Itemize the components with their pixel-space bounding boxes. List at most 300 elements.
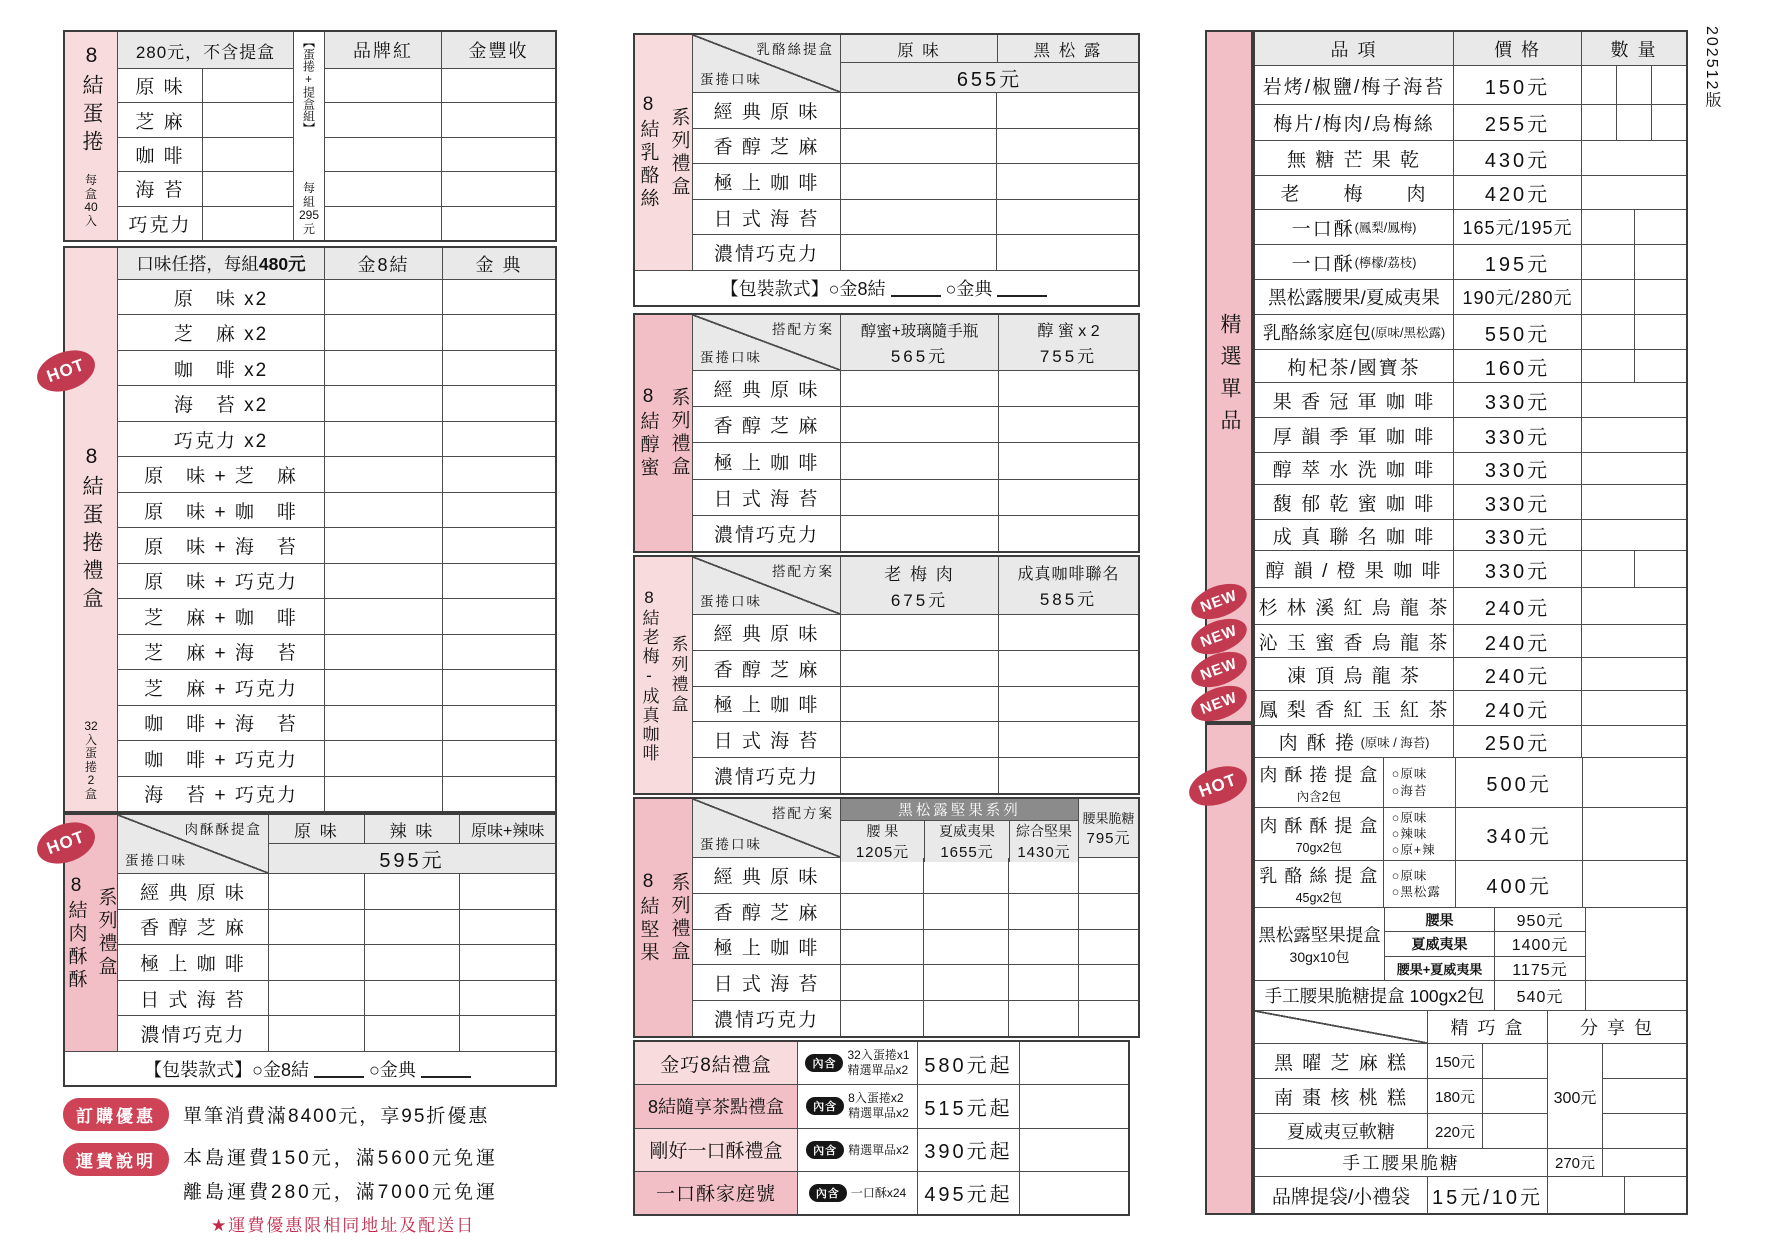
variant-price: 950元 [1516, 913, 1564, 931]
qty-cell[interactable] [324, 564, 442, 598]
qty-cell[interactable] [840, 480, 998, 515]
combo-price: 390元起 [917, 1129, 1019, 1171]
plum-coffee-giftbox-table [633, 555, 1140, 795]
side-title: 精選單品 [1218, 312, 1241, 441]
qty-cell[interactable] [1019, 1129, 1128, 1171]
item-price: 240元 [1453, 588, 1581, 624]
variant-label: 腰果 [1425, 911, 1454, 928]
item-name: 肉 酥 酥 提 盒 70gx2包 [1259, 816, 1379, 855]
side-title: 系列禮盒 [668, 871, 690, 964]
qty-cell[interactable] [442, 171, 555, 205]
item-price: 270元 [1547, 1149, 1602, 1176]
combo-label: 咖 啡 x2 [173, 359, 269, 381]
qty-cell[interactable] [1078, 858, 1138, 893]
qty-cell[interactable] [923, 1001, 1008, 1036]
qty-cell[interactable] [1008, 930, 1078, 965]
qty-cell[interactable] [840, 1001, 923, 1036]
qty-cell[interactable] [840, 930, 923, 965]
flavor-label: 經 典 原 味 [140, 882, 246, 904]
qty-cell[interactable] [1582, 105, 1616, 140]
qty-cell[interactable] [1482, 1079, 1547, 1113]
item-price: 220元 [1427, 1114, 1482, 1148]
diagonal-header: 搭配方案 蛋捲口味 [693, 315, 840, 370]
qty-cell[interactable] [324, 280, 442, 314]
combo-title: 【蛋捲+提盒組】 [301, 36, 316, 134]
new-badge: NEW [1186, 679, 1251, 728]
qty-cell[interactable] [1008, 965, 1078, 1000]
variant-label: 腰果+夏威夷果 [1385, 956, 1494, 980]
item-name: 厚 韻 季 軍 咖 啡 [1272, 426, 1436, 448]
qty-cell[interactable] [1078, 894, 1138, 929]
contains-badge: 內含 [805, 1054, 843, 1072]
qty-cell[interactable] [202, 69, 293, 102]
qty-cell[interactable] [442, 777, 555, 811]
qty-cell[interactable] [324, 422, 442, 456]
column-header-item: 品 項 [1255, 32, 1453, 65]
qty-cell[interactable] [1634, 315, 1687, 349]
flavor-label: 香 醇 芝 麻 [140, 918, 246, 940]
qty-cell[interactable] [1634, 210, 1687, 244]
combo-label: 原 味 x2 [173, 288, 269, 310]
qty-cell[interactable] [840, 93, 996, 128]
fill-blank[interactable] [314, 1060, 364, 1078]
column-header-share-pack: 分 享 包 [1547, 1011, 1686, 1043]
qty-cell[interactable] [1624, 1177, 1686, 1213]
qty-cell[interactable] [840, 407, 998, 442]
qty-cell[interactable] [442, 599, 555, 633]
combo-label: 芝 麻 + 海 苔 [144, 643, 298, 665]
shipping-badge: 運費說明 [63, 1143, 169, 1176]
qty-cell[interactable] [840, 443, 998, 478]
qty-cell[interactable] [442, 706, 555, 740]
qty-cell[interactable] [268, 981, 364, 1016]
shipping-line: 離島運費280元，滿7000元免運 [183, 1182, 498, 1203]
item-name: 黑松露堅果提盒 30gx10包 [1258, 924, 1381, 965]
qty-cell[interactable] [1078, 1001, 1138, 1036]
qty-cell[interactable] [325, 102, 441, 136]
combo-set-column [293, 32, 324, 240]
item-price: 250元 [1453, 726, 1581, 757]
flavor-label: 香 醇 芝 麻 [713, 902, 820, 924]
qty-cell[interactable] [1581, 658, 1686, 690]
item-price: 160元 [1453, 350, 1581, 382]
qty-cell[interactable] [325, 137, 441, 171]
combo-gift-label: 8結隨享茶點禮盒 [635, 1085, 797, 1127]
qty-cell[interactable] [1581, 691, 1686, 725]
qty-cell[interactable] [442, 280, 555, 314]
item-name: 馥 郁 乾 蜜 咖 啡 [1272, 493, 1436, 515]
fill-blank[interactable] [421, 1060, 471, 1078]
qty-cell[interactable] [996, 129, 1138, 164]
item-price: 420元 [1453, 176, 1581, 209]
qty-cell[interactable] [1547, 1177, 1624, 1213]
qty-cell[interactable] [324, 777, 442, 811]
qty-cell[interactable] [840, 235, 996, 270]
truffle-nut-series-header: 黑松露堅果系列 [841, 799, 1078, 820]
flavor-label: 經 典 原 味 [713, 623, 820, 645]
qty-cell[interactable] [364, 981, 460, 1016]
qty-cell[interactable] [1482, 1114, 1547, 1148]
diagonal-header: 搭配方案 蛋捲口味 [693, 557, 840, 614]
qty-cell[interactable] [1581, 141, 1686, 175]
qty-cell[interactable] [923, 894, 1008, 929]
packaging-row: 【包裝款式】 ○金8結 ○金典 [65, 1051, 555, 1085]
packaging-option-gold8[interactable]: ○金8結 [252, 1059, 309, 1080]
new-badge: NEW [1186, 577, 1251, 626]
qty-cell[interactable] [1602, 1149, 1686, 1176]
qty-cell[interactable] [325, 206, 441, 240]
qty-cell[interactable] [324, 457, 442, 491]
packaging-option-goldclassic[interactable]: ○金典 [369, 1059, 416, 1080]
flavor-column [117, 32, 293, 240]
qty-cell[interactable] [1582, 315, 1634, 349]
qty-cell[interactable] [996, 93, 1138, 128]
item-name: 沁 玉 蜜 香 烏 龍 茶 [1258, 632, 1450, 654]
qty-cell[interactable] [442, 741, 555, 775]
qty-cell[interactable] [202, 172, 293, 205]
price-row: 655元 [841, 62, 1138, 92]
new-badge: NEW [1186, 645, 1251, 694]
qty-cell[interactable] [1603, 1044, 1686, 1078]
qty-cell[interactable] [442, 564, 555, 598]
qty-cell[interactable] [268, 1016, 364, 1051]
qty-cell[interactable] [923, 930, 1008, 965]
item-name: 醇 萃 水 洗 咖 啡 [1272, 460, 1436, 481]
item-name: 肉 酥 捲 提 盒 內含2包 [1259, 764, 1379, 804]
combo-price: 580元起 [917, 1042, 1019, 1084]
qty-cell[interactable] [1581, 383, 1686, 417]
combo-label: 芝 麻 x2 [173, 324, 269, 346]
item-name: 黑 曜 芝 麻 糕 [1273, 1052, 1409, 1074]
qty-cell[interactable] [1008, 894, 1078, 929]
qty-cell[interactable] [1585, 908, 1686, 980]
qty-cell[interactable] [1616, 66, 1651, 104]
qty-cell[interactable] [1019, 1172, 1128, 1214]
qty-cell[interactable] [840, 858, 923, 893]
qty-cell[interactable] [324, 706, 442, 740]
item-price: 330元 [1453, 383, 1581, 417]
side-title: 8結蛋捲禮盒 [80, 444, 103, 615]
packaging-row: 【包裝款式】 ○金8結 ○金典 [635, 270, 1138, 305]
combo-label: 原 味 + 咖 啡 [144, 501, 298, 523]
plan-header: 醇蜜+玻璃隨手瓶 565元 [840, 315, 998, 370]
qty-cell[interactable] [1078, 965, 1138, 1000]
qty-cell[interactable] [324, 315, 442, 349]
flavor-label: 極 上 咖 啡 [713, 452, 820, 474]
combo-label: 海 苔 x2 [173, 395, 269, 417]
qty-cell[interactable] [1482, 1044, 1547, 1078]
qty-cell[interactable] [442, 315, 555, 349]
combo-gift-table [633, 1040, 1130, 1216]
plan-header: 腰 果 1205元 [841, 821, 924, 862]
qty-cell[interactable] [998, 443, 1138, 478]
qty-cell[interactable] [1582, 245, 1634, 279]
item-name: 肉 酥 捲 (原味 / 海苔) [1278, 733, 1430, 754]
side-title: 系列禮盒 [668, 106, 690, 199]
item-name: 手工腰果脆糖 [1342, 1153, 1460, 1173]
combo-label: 咖 啡 + 巧克力 [144, 749, 298, 771]
qty-cell[interactable] [1634, 350, 1687, 382]
qty-cell[interactable] [459, 910, 555, 945]
qty-cell[interactable] [1616, 105, 1651, 140]
item-name: 老 梅 肉 [1280, 184, 1428, 205]
qty-cell[interactable] [1582, 280, 1634, 314]
packaging-option-goldclassic[interactable]: ○金典 [945, 279, 993, 299]
order-discount-badge: 訂購優惠 [63, 1098, 169, 1131]
qty-cell[interactable] [840, 615, 998, 650]
qty-cell[interactable] [1019, 1042, 1128, 1084]
qty-cell[interactable] [1585, 981, 1686, 1010]
price-header: 280元，不含提盒 [118, 32, 293, 68]
column-header: 金豐收 [442, 32, 555, 68]
qty-cell[interactable] [923, 965, 1008, 1000]
qty-cell[interactable] [840, 758, 998, 793]
qty-cell[interactable] [996, 235, 1138, 270]
qty-cell[interactable] [324, 386, 442, 420]
qty-cell[interactable] [268, 945, 364, 980]
flavor-label: 極 上 咖 啡 [713, 938, 820, 960]
item-price: 330元 [1453, 551, 1581, 587]
qty-cell[interactable] [996, 164, 1138, 199]
flavor-label: 經 典 原 味 [713, 866, 820, 888]
flavor-label: 日 式 海 苔 [713, 208, 820, 230]
qty-cell[interactable] [364, 910, 460, 945]
flavor-label: 濃情巧克力 [713, 524, 819, 546]
fill-blank[interactable] [997, 279, 1047, 297]
qty-cell[interactable] [324, 528, 442, 562]
qty-cell[interactable] [324, 493, 442, 527]
qty-cell[interactable] [1651, 105, 1686, 140]
mix-header: 口味任搭，每組 480元 [118, 248, 324, 279]
hot-badge: HOT [1184, 759, 1253, 813]
qty-cell[interactable] [1581, 726, 1686, 757]
qty-cell[interactable] [998, 407, 1138, 442]
qty-cell[interactable] [1634, 245, 1687, 279]
item-name: 枸杞茶/國寶茶 [1287, 357, 1421, 379]
qty-cell[interactable] [442, 670, 555, 704]
qty-cell[interactable] [1078, 930, 1138, 965]
qty-cell[interactable] [840, 371, 998, 406]
qty-cell[interactable] [998, 371, 1138, 406]
qty-cell[interactable] [324, 599, 442, 633]
side-title: 8結肉酥酥 [65, 874, 87, 992]
combo-label: 芝 麻 + 咖 啡 [144, 607, 298, 629]
item-price: 180元 [1427, 1079, 1482, 1113]
qty-cell[interactable] [442, 457, 555, 491]
qty-cell[interactable] [324, 635, 442, 669]
qty-cell[interactable] [1582, 210, 1634, 244]
side-label-honey [635, 315, 692, 551]
qty-cell[interactable] [325, 68, 441, 102]
column-header-qty: 數 量 [1581, 32, 1686, 65]
item-price: 150元 [1453, 66, 1581, 104]
flavor-label: 經 典 原 味 [713, 101, 820, 123]
shipping-line: 本島運費150元，滿5600元免運 [183, 1148, 498, 1169]
qty-cell[interactable] [268, 910, 364, 945]
qty-cell[interactable] [1581, 176, 1686, 209]
side-title: 8結蛋捲 [80, 44, 103, 158]
qty-cell[interactable] [442, 422, 555, 456]
qty-cell[interactable] [459, 1016, 555, 1051]
qty-cell[interactable] [1651, 66, 1686, 104]
qty-cell[interactable] [1581, 485, 1686, 519]
qty-cell[interactable] [840, 722, 998, 757]
plan-header: 醇 蜜 x 2 755元 [998, 315, 1138, 370]
honey-giftbox-table [633, 313, 1140, 553]
qty-cell[interactable] [459, 874, 555, 909]
qty-cell[interactable] [1582, 861, 1686, 907]
qty-cell[interactable] [442, 68, 555, 102]
item-price: 400元 [1455, 861, 1582, 907]
qty-cell[interactable] [1581, 418, 1686, 452]
qty-cell[interactable] [442, 386, 555, 420]
item-price: 330元 [1453, 453, 1581, 484]
plan-header: 成真咖啡聯名 585元 [998, 557, 1138, 614]
flavor-options: ○原味 ○辣味 ○原+辣 [1383, 808, 1455, 860]
qty-cell[interactable] [998, 651, 1138, 686]
packaging-option-gold8[interactable]: ○金8結 [828, 279, 886, 299]
qty-cell[interactable] [1582, 808, 1686, 860]
qty-cell[interactable] [325, 171, 441, 205]
qty-cell[interactable] [840, 200, 996, 235]
qty-cell[interactable] [840, 965, 923, 1000]
combo-gift-label: 一口酥家庭號 [635, 1172, 797, 1214]
hot-badge: HOT [31, 343, 100, 399]
qty-cell[interactable] [840, 516, 998, 551]
variant-price: 1400元 [1495, 931, 1585, 955]
qty-cell[interactable] [442, 528, 555, 562]
qty-cell[interactable] [1634, 280, 1687, 314]
item-name: 岩烤/椒鹽/梅子海苔 [1262, 76, 1446, 98]
qty-cell[interactable] [840, 651, 998, 686]
item-name: 凍 頂 烏 龍 茶 [1286, 665, 1422, 687]
qty-cell[interactable] [840, 129, 996, 164]
qty-cell[interactable] [840, 164, 996, 199]
item-price: 340元 [1455, 808, 1582, 860]
qty-cell[interactable] [840, 687, 998, 722]
qty-cell[interactable] [1581, 520, 1686, 550]
side-title: 系列禮盒 [668, 387, 690, 479]
qty-cell[interactable] [1582, 350, 1634, 382]
qty-cell[interactable] [1582, 758, 1686, 807]
qty-cell[interactable] [840, 894, 923, 929]
qty-cell[interactable] [1603, 1078, 1686, 1113]
price-row: 595元 [269, 843, 555, 873]
plan-header: 腰果脆糖 795元 [1078, 799, 1138, 857]
contains-badge: 內含 [806, 1097, 844, 1115]
qty-cell[interactable] [364, 1016, 460, 1051]
qty-cell[interactable] [324, 351, 442, 385]
truffle-nut-box-rows [1255, 907, 1686, 980]
item-name: 黑松露腰果/夏威夷果 [1268, 287, 1440, 308]
qty-cell[interactable] [998, 516, 1138, 551]
side-title: 8結老梅-成真咖啡 [639, 587, 659, 763]
plan-header: 夏威夷果 1655元 [924, 821, 1009, 862]
qty-cell[interactable] [998, 615, 1138, 650]
qty-cell[interactable] [998, 687, 1138, 722]
qty-cell[interactable] [442, 206, 555, 240]
side-title: 系列禮盒 [95, 887, 117, 979]
flavor-label: 濃情巧克力 [713, 767, 819, 789]
side-title: 8結乳酪絲 [637, 94, 659, 211]
variant-price: 1175元 [1495, 956, 1585, 980]
qty-cell[interactable] [1582, 551, 1634, 587]
diagonal-header [1255, 1011, 1427, 1043]
qty-cell[interactable] [1603, 1113, 1686, 1148]
cheese-strip-giftbox-table [633, 33, 1140, 307]
qty-cell[interactable] [1019, 1085, 1128, 1127]
qty-cell[interactable] [1634, 551, 1687, 587]
shipping-note: ★運費優惠限相同地址及配送日 [211, 1216, 476, 1235]
qty-cell[interactable] [364, 874, 460, 909]
side-title: 系列禮盒 [668, 635, 688, 715]
qty-cell[interactable] [996, 200, 1138, 235]
flavor-label: 極 上 咖 啡 [140, 953, 246, 975]
item-price: 330元 [1453, 418, 1581, 452]
qty-cell[interactable] [1581, 625, 1686, 657]
item-price: 550元 [1453, 315, 1581, 349]
item-name: 鳳 梨 香 紅 玉 紅 茶 [1258, 699, 1450, 721]
new-badge: NEW [1186, 612, 1251, 661]
qty-cell[interactable] [324, 741, 442, 775]
item-name: 果 香 冠 軍 咖 啡 [1272, 391, 1436, 413]
qty-cell[interactable] [1008, 858, 1078, 893]
egg-roll-single-table [63, 30, 557, 242]
item-price: 195元 [1453, 245, 1581, 279]
qty-cell[interactable] [1581, 588, 1686, 624]
side-title: 8結醇蜜 [637, 386, 659, 480]
version-label: 202512版 [1703, 26, 1720, 110]
brand-red-column [324, 32, 441, 240]
qty-cell[interactable] [998, 480, 1138, 515]
qty-cell[interactable] [998, 722, 1138, 757]
qty-cell[interactable] [998, 758, 1138, 793]
diagonal-header: 肉酥酥提盒 蛋捲口味 [118, 815, 268, 873]
qty-cell[interactable] [202, 207, 293, 240]
combo-label: 巧克力 x2 [173, 430, 269, 452]
qty-cell[interactable] [202, 138, 293, 171]
qty-cell[interactable] [324, 670, 442, 704]
qty-cell[interactable] [268, 874, 364, 909]
flavor-label: 日 式 海 苔 [140, 989, 246, 1011]
qty-cell[interactable] [459, 981, 555, 1016]
item-price: 540元 [1494, 981, 1585, 1010]
item-name: 手工腰果脆糖提盒 100gx2包 [1264, 986, 1485, 1006]
item-name: 杉 林 溪 紅 烏 龍 茶 [1258, 597, 1450, 619]
qty-cell[interactable] [442, 102, 555, 136]
qty-cell[interactable] [459, 945, 555, 980]
flavor-label: 濃情巧克力 [713, 1010, 819, 1032]
qty-cell[interactable] [442, 351, 555, 385]
item-price: 15元/10元 [1427, 1177, 1547, 1213]
qty-cell[interactable] [442, 137, 555, 171]
contains-cell: 內含 8入蛋捲x2 精選單品x2 [797, 1085, 917, 1127]
side-label-egg-roll [65, 32, 117, 240]
qty-cell[interactable] [1581, 453, 1686, 484]
fill-blank[interactable] [891, 279, 941, 297]
qty-cell[interactable] [1008, 1001, 1078, 1036]
item-name: 品牌提袋/小禮袋 [1271, 1186, 1411, 1208]
qty-cell[interactable] [202, 103, 293, 136]
qty-cell[interactable] [442, 635, 555, 669]
item-price: 330元 [1453, 520, 1581, 550]
qty-cell[interactable] [364, 945, 460, 980]
qty-cell[interactable] [442, 493, 555, 527]
flavor-label: 日 式 海 苔 [713, 488, 820, 510]
flavor-label: 巧克力 [128, 214, 192, 236]
qty-cell[interactable] [1582, 66, 1616, 104]
qty-cell[interactable] [923, 858, 1008, 893]
